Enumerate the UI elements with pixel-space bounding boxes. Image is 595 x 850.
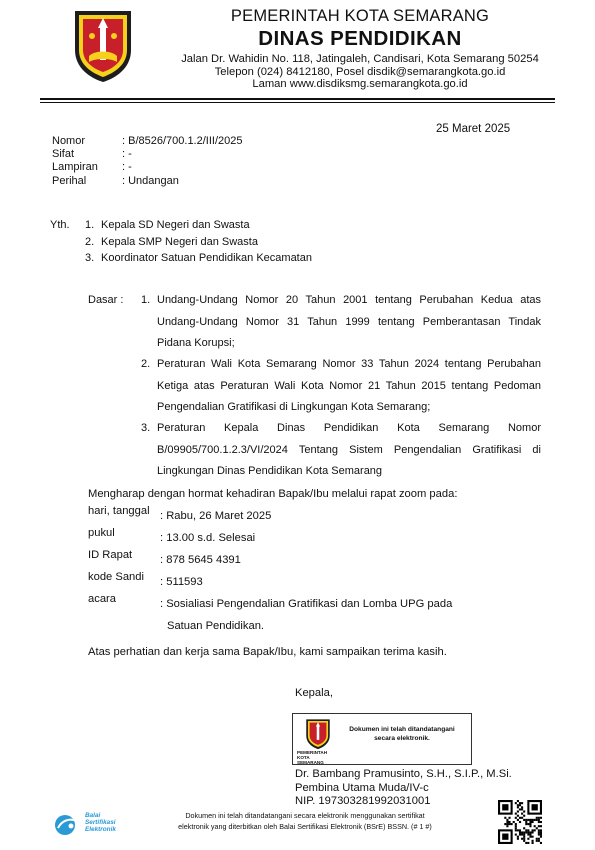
detail-key: pukul <box>88 527 115 539</box>
detail-row-passcode <box>88 571 490 593</box>
detail-value: : 13.00 s.d. Selesai <box>160 532 256 544</box>
meta-row-number <box>52 135 242 148</box>
department-name: DINAS PENDIDIKAN <box>258 27 462 50</box>
detail-row-time <box>88 527 490 549</box>
bsre-icon <box>52 812 82 836</box>
semarang-city-crest-icon <box>72 8 134 84</box>
recipients-block <box>50 217 312 267</box>
meta-value: : Undangan <box>122 174 179 187</box>
detail-key: acara <box>88 593 116 605</box>
crest-caption-line-1: PEMERINTAH <box>297 750 328 755</box>
basis-number: 3. <box>141 422 151 434</box>
recipient-number: 1. <box>85 219 95 231</box>
address-line: Jalan Dr. Wahidin No. 118, Jatingaleh, Candisari, Kota Semarang 50254 <box>181 53 539 65</box>
recipient-item <box>50 250 312 267</box>
bsre-label-line-3: Elektronik <box>85 826 116 833</box>
basis-text: Undang-Undang Nomor 20 Tahun 2001 tentang Perubahan Kedua atas Undang-Undang Nomor 31 Tahun 1999 tentang Pemberantasan Tindak Pidana Korupsi; <box>157 294 541 349</box>
letter-date: 25 Maret 2025 <box>436 123 511 135</box>
detail-key: hari, tanggal <box>88 505 150 517</box>
bsre-label-line-2: Sertifikasi <box>85 819 116 826</box>
address-block <box>140 53 580 91</box>
meta-value: : - <box>122 148 132 161</box>
footer-note-line-1: Dokumen ini telah ditandatangani secara elektronik menggunakan sertifikat <box>185 811 425 820</box>
meta-key: Perihal <box>52 174 87 187</box>
detail-key: kode Sandi <box>88 571 144 583</box>
agenda-line-2: Satuan Pendidikan. <box>167 620 265 632</box>
recipient-number: 2. <box>85 235 95 248</box>
crest-caption <box>297 750 337 765</box>
letter-meta <box>52 135 242 188</box>
basis-number: 1. <box>141 294 151 306</box>
detail-key: ID Rapat <box>88 549 133 561</box>
signer-nip: NIP. 197303281992031001 <box>295 795 431 807</box>
recipients-label: Yth. <box>50 219 70 231</box>
qr-code-icon <box>498 800 542 844</box>
meta-key: Nomor <box>52 135 86 147</box>
basis-label: Dasar : <box>88 294 124 306</box>
bsre-label-line-1: Balai <box>85 812 101 819</box>
e-signature-box <box>292 713 472 765</box>
bsre-label <box>85 812 116 833</box>
recipient-item <box>50 234 312 251</box>
detail-value <box>160 593 490 637</box>
detail-row-date <box>88 505 490 527</box>
detail-value: : Rabu, 26 Maret 2025 <box>160 510 272 522</box>
footer-note-line-2: elektronik yang diterbitkan oleh Balai Sertifikasi Elektronik (BSrE) BSSN. (# 1 #) <box>178 821 432 831</box>
header-divider-thick <box>40 98 555 100</box>
header-divider-thin <box>40 102 555 103</box>
meta-value: : B/8526/700.1.2/III/2025 <box>122 135 243 147</box>
detail-row-agenda <box>88 593 490 637</box>
detail-value: : 511593 <box>160 576 203 588</box>
meta-row-subject <box>52 175 242 188</box>
meta-key: Lampiran <box>52 161 98 174</box>
basis-text: Peraturan Wali Kota Semarang Nomor 33 Tahun 2024 tentang Perubahan Ketiga atas Peraturan Wali Kota Nomor 21 Tahun 2015 tentang Pedoman Pengendalian Gratifikasi di Lingkungan Kota Semarang; <box>157 358 541 413</box>
recipient-text: Kepala SD Negeri dan Swasta <box>101 219 250 231</box>
basis-text: Peraturan Kepala Dinas Pendidikan Kota Semarang Nomor B/09905/700.1.2.3/VI/2024 Tentang Sistem Pengendalian Gratifikasi di Lingkungan Dinas Pendidikan Kota Semarang <box>157 422 541 477</box>
recipient-text: Kepala SMP Negeri dan Swasta <box>101 235 258 248</box>
signer-title: Kepala, <box>295 687 333 699</box>
government-name: PEMERINTAH KOTA SEMARANG <box>230 7 490 25</box>
contact-line: Telepon (024) 8412180, Posel disdik@semarangkota.go.id <box>214 65 506 78</box>
e-signature-text: Dokumen ini telah ditandatangani secara elektronik. <box>349 726 455 742</box>
meta-value: : - <box>122 161 132 174</box>
website-line: Laman www.disdiksmg.semarangkota.go.id <box>252 78 468 90</box>
recipient-item <box>50 217 312 234</box>
e-signature-footer-note <box>135 811 475 832</box>
recipient-text: Koordinator Satuan Pendidikan Kecamatan <box>101 252 312 264</box>
crest-caption-line-2: KOTA SEMARANG <box>297 755 324 765</box>
signer-rank: Pembina Utama Muda/IV-c <box>295 781 429 794</box>
signer-name: Dr. Bambang Pramusinto, S.H., S.I.P., M.Si. <box>295 768 512 780</box>
agenda-line-1: : Sosialiasi Pengendalian Gratifikasi dan Lomba UPG pada <box>160 598 453 610</box>
closing-sentence: Atas perhatian dan kerja sama Bapak/Ibu, kami sampaikan terima kasih. <box>88 646 447 658</box>
signer-block <box>295 768 512 809</box>
invitation-intro: Mengharap dengan hormat kehadiran Bapak/Ibu melalui rapat zoom pada: <box>88 488 458 500</box>
detail-row-meeting-id <box>88 549 490 571</box>
meta-row-nature <box>52 148 242 161</box>
basis-number: 2. <box>141 358 151 370</box>
semarang-city-crest-icon <box>305 718 331 750</box>
bsre-logo <box>52 812 126 836</box>
detail-value: : 878 5645 4391 <box>160 554 241 566</box>
recipient-number: 3. <box>85 252 95 264</box>
meta-key: Sifat <box>52 148 75 161</box>
meta-row-attachment <box>52 161 242 174</box>
